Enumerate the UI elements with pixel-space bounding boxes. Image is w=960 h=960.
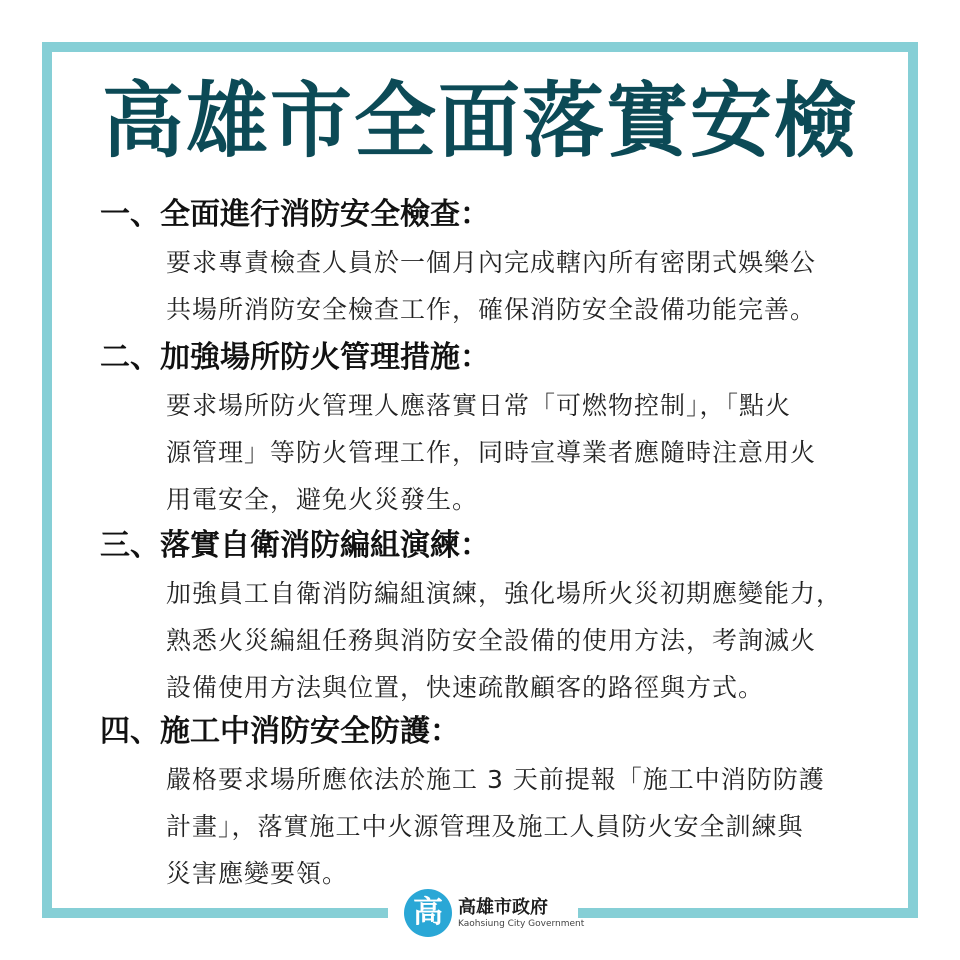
body-line: 共場所消防安全檢查工作，確保消防安全設備功能完善。 [166, 295, 817, 324]
body-line: 要求專責檢查人員於一個月內完成轄內所有密閉式娛樂公 [166, 248, 817, 277]
body-line: 計畫」，落實施工中火源管理及施工人員防火安全訓練與 [166, 812, 804, 841]
government-name-en: Kaohsiung City Government [458, 919, 585, 929]
body-line: 源管理」等防火管理工作，同時宣導業者應隨時注意用火 [166, 438, 817, 467]
body-line: 熟悉火災編組任務與消防安全設備的使用方法，考詢滅火 [166, 626, 817, 655]
section-body [166, 239, 872, 333]
body-line: 嚴格要求場所應依法於施工 3 天前提報「施工中消防防護 [166, 765, 825, 794]
body-line: 設備使用方法與位置，快速疏散顧客的路徑與方式。 [166, 673, 765, 702]
section-body [166, 570, 872, 711]
body-line: 用電安全，避免火災發生。 [166, 485, 479, 514]
section-heading: 四、施工中消防安全防護： [100, 714, 460, 749]
section-heading: 一、全面進行消防安全檢查： [100, 197, 490, 232]
body-line: 要求場所防火管理人應落實日常「可燃物控制」，「點火 [166, 391, 792, 420]
poster-title: 高雄市全面落實安檢 [101, 74, 858, 169]
section-heading: 二、加強場所防火管理措施： [100, 340, 490, 375]
body-line: 加強員工自衛消防編組演練，強化場所火災初期應變能力， [166, 579, 843, 608]
government-name-zh: 高雄市政府 [458, 897, 548, 918]
section-body [166, 756, 872, 897]
section-heading: 三、落實自衛消防編組演練： [100, 528, 490, 563]
kaohsiung-logo-icon: 高 [404, 889, 452, 937]
body-line: 災害應變要領。 [166, 859, 349, 888]
footer-logo-block [388, 883, 585, 945]
section-body [166, 382, 872, 523]
